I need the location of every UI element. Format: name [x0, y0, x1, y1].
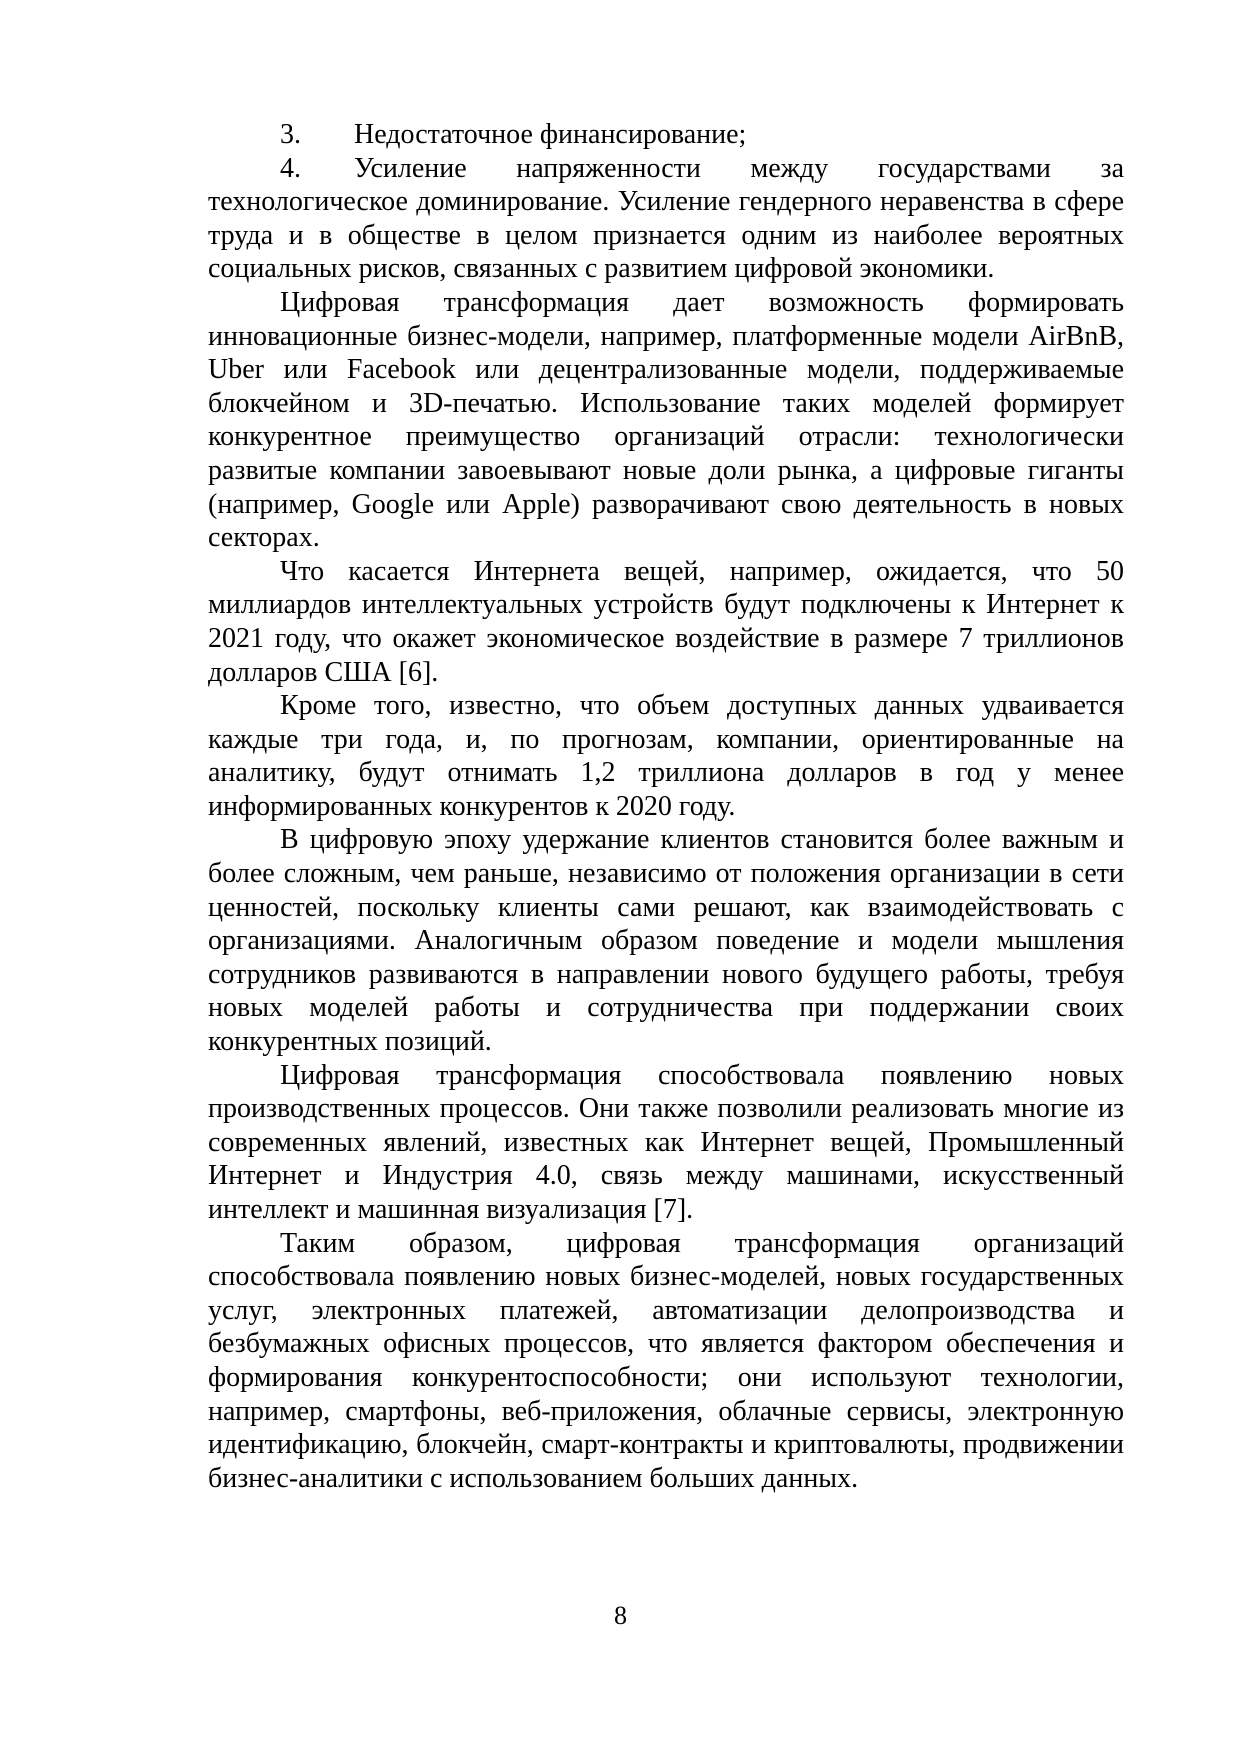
paragraph: Цифровая трансформация дает возможность формировать инновационные бизнес-модели, например, платформенные модели AirBnB, Uber или Facebook или децентрализованные модели, поддерживаемые блокчейном и 3D-печатью. Использование таких моделей формирует конкурентное преимущество организаций отрасли: технологически развитые компании завоевывают новые доли рынка, а цифровые гиганты (например, Google или Apple) разворачивают свою деятельность в новых секторах.	[208, 286, 1124, 554]
list-item	[208, 118, 1124, 152]
list-item-text: Недостаточное финансирование;	[354, 119, 747, 150]
paragraph: Что касается Интернета вещей, например, ожидается, что 50 миллиардов интеллектуальных устройств будут подключены к Интернет к 2021 году, что окажет экономическое воздействие в размере 7 триллионов долларов США [6].	[208, 555, 1124, 688]
list-item-number: 3.	[280, 119, 301, 150]
list-item-number: 4.	[280, 152, 301, 184]
page-number: 8	[614, 1601, 627, 1630]
document-body	[208, 118, 1124, 1495]
paragraph: В цифровую эпоху удержание клиентов становится более важным и более сложным, чем раньше, независимо от положения организации в сети ценностей, поскольку клиенты сами решают, как взаимодействовать с организациями. Аналогичным образом поведение и модели мышления сотрудников развиваются в направлении нового будущего работы, требуя новых моделей работы и сотрудничества при поддержании своих конкурентных позиций.	[208, 824, 1124, 1058]
paragraph: Кроме того, известно, что объем доступных данных удваивается каждые три года, и, по прогнозам, компании, ориентированные на аналитику, будут отнимать 1,2 триллиона долларов в год у менее информированных конкурентов к 2020 году.	[208, 690, 1124, 822]
paragraph: Цифровая трансформация способствовала появлению новых производственных процессов. Они также позволили реализовать многие из современных явлений, известных как Интернет вещей, Промышленный Интернет и Индустрия 4.0, связь между машинами, искусственный интеллект и машинная визуализация [7].	[208, 1059, 1124, 1225]
paragraph: Таким образом, цифровая трансформация организаций способствовала появлению новых бизнес-моделей, новых государственных услуг, электронных платежей, автоматизации делопроизводства и безбумажных офисных процессов, что является фактором обеспечения и формирования конкурентоспособности; они используют технологии, например, смартфоны, веб-приложения, облачные сервисы, электронную идентификацию, блокчейн, смарт-контракты и криптовалюты, продвижении бизнес-аналитики с использованием больших данных.	[208, 1227, 1124, 1494]
list-item	[208, 152, 1124, 286]
list-item-text: Усиление напряженности между государствами за технологическое доминирование. Усиление гендерного неравенства в сфере труда и в обществе в целом признается одним из наиболее вероятных социальных рисков, связанных с развитием цифровой экономики.	[208, 152, 1124, 285]
